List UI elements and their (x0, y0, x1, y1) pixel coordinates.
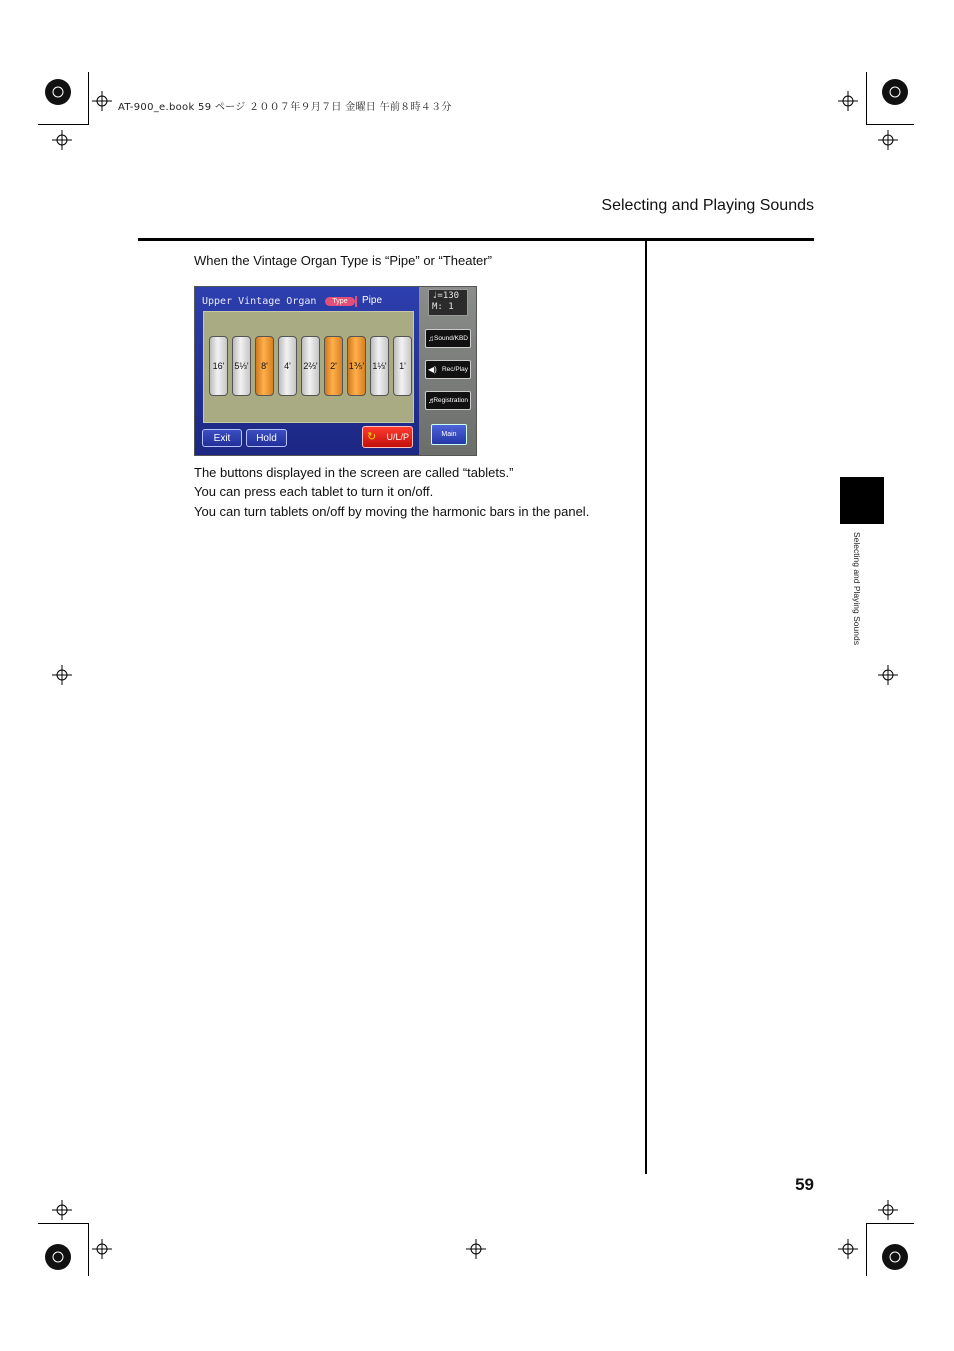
crosshair-icon (838, 1239, 858, 1259)
type-value: Pipe (362, 295, 383, 306)
tempo-display (428, 289, 468, 316)
type-badge: Type (325, 297, 355, 306)
measure-value: M: 1 (432, 302, 454, 312)
page-header-title: Selecting and Playing Sounds (601, 197, 814, 214)
crosshair-icon (52, 1200, 72, 1220)
registration-button[interactable] (425, 391, 471, 410)
crosshair-icon (878, 665, 898, 685)
crosshair-icon (838, 91, 858, 111)
body-line-1: The buttons displayed in the screen are called “tablets.” (194, 465, 514, 480)
crosshair-icon (92, 1239, 112, 1259)
figure-caption: When the Vintage Organ Type is “Pipe” or “Theater” (194, 253, 492, 268)
registration-target-icon (44, 1243, 72, 1271)
exit-button[interactable]: Exit (202, 429, 242, 447)
tablet-1-1-3[interactable]: 1⅓' (370, 336, 389, 396)
tablet-2[interactable]: 2' (324, 336, 343, 396)
main-button[interactable]: Main (431, 424, 467, 445)
crop-mark (38, 124, 89, 125)
crop-mark (38, 1223, 89, 1224)
screen-side-pane (419, 287, 476, 455)
registration-target-icon (881, 1243, 909, 1271)
tablet-5-1-3[interactable]: 5⅓' (232, 336, 251, 396)
print-meta: AT-900_e.book 59 ページ ２００７年９月７日 金曜日 午前８時４３分 (118, 102, 452, 113)
tablet-16[interactable]: 16' (209, 336, 228, 396)
hold-button[interactable]: Hold (246, 429, 287, 447)
screen-title: Upper Vintage Organ (202, 296, 317, 307)
crosshair-icon (878, 1200, 898, 1220)
music-note-icon: ♫ (428, 334, 434, 343)
crosshair-icon (52, 130, 72, 150)
crosshair-icon (466, 1239, 486, 1259)
registration-target-icon (881, 78, 909, 106)
tempo-value: ♩=130 (432, 291, 460, 301)
registration-icon: ♬ (428, 396, 436, 405)
chapter-tab (840, 477, 884, 524)
rec-play-label: Rec/Play (441, 366, 468, 373)
crosshair-icon (52, 665, 72, 685)
column-divider (645, 238, 647, 1174)
sound-kbd-label: Sound/KBD (434, 335, 468, 342)
page-number: 59 (795, 1175, 814, 1194)
type-separator (355, 296, 357, 307)
body-line-2: You can press each tablet to turn it on/off. (194, 484, 434, 499)
tablet-4[interactable]: 4' (278, 336, 297, 396)
crosshair-icon (92, 91, 112, 111)
tablet-2-2-3[interactable]: 2⅔' (301, 336, 320, 396)
registration-label: Registration (433, 397, 468, 404)
crop-mark (866, 72, 867, 125)
crosshair-icon (878, 130, 898, 150)
header-rule (138, 238, 814, 241)
crop-mark (866, 1223, 914, 1224)
speaker-icon: ◀) (428, 365, 437, 374)
crop-mark (866, 1223, 867, 1276)
screen-main-pane (195, 287, 419, 455)
registration-target-icon (44, 78, 72, 106)
ulp-button[interactable] (362, 426, 413, 448)
organ-screen (194, 286, 477, 456)
rec-play-button[interactable] (425, 360, 471, 379)
tablet-panel (203, 311, 414, 423)
tablet-1[interactable]: 1' (393, 336, 412, 396)
crop-mark (866, 124, 914, 125)
ulp-label: U/L/P (386, 432, 409, 442)
crop-mark (88, 1223, 89, 1276)
cycle-icon: ↻ (367, 431, 377, 443)
crop-mark (88, 72, 89, 125)
tablet-1-3-5[interactable]: 1⅗' (347, 336, 366, 396)
chapter-side-label: Selecting and Playing Sounds (852, 532, 862, 645)
sound-kbd-button[interactable] (425, 329, 471, 348)
body-line-3: You can turn tablets on/off by moving the harmonic bars in the panel. (194, 504, 590, 519)
tablet-8[interactable]: 8' (255, 336, 274, 396)
